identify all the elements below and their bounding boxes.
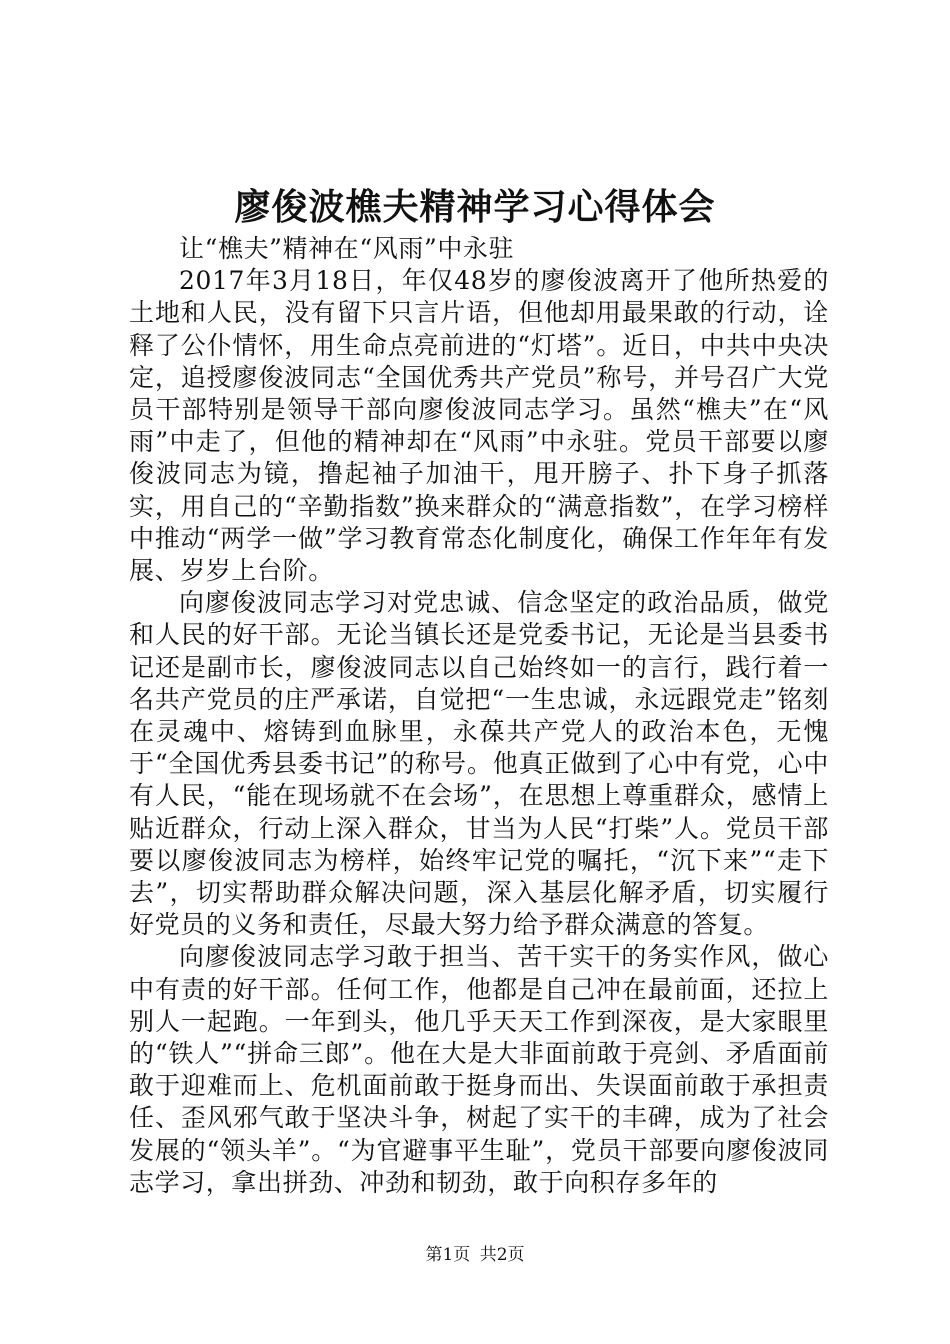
page-total: 共2页 [479, 1245, 525, 1265]
body-paragraph-2: 向廖俊波同志学习对党忠诚、信念坚定的政治品质，做党和人民的好干部。无论当镇长还是党委书记，无论是当县委书记还是副市长，廖俊波同志以自己始终如一的言行，践行着一名共产党员的庄严承诺，自觉把“一生忠诚，永远跟党走”铭刻在灵魂中、熔铸到血脉里，永葆共产党人的政治本色，无愧于“全国优秀县委书记”的称号。他真正做到了心中有党，心中有人民，“能在现场就不在会场”，在思想上尊重群众，感情上贴近群众，行动上深入群众，甘当为人民“打柴”人。党员干部要以廖俊波同志为榜样，始终牢记党的嘱托，“沉下来”“走下去”，切实帮助群众解决问题，深入基层化解矛盾，切实履行好党员的义务和责任，尽最大努力给予群众满意的答复。 [129, 588, 829, 940]
body-paragraph-1: 2017年3月18日，年仅48岁的廖俊波离开了他所热爱的土地和人民，没有留下只言片语，但他却用最果敢的行动，诠释了公仆情怀，用生命点亮前进的“灯塔”。近日，中共中央决定，追授廖俊波同志“全国优秀共产党员”称号，并号召广大党员干部特别是领导干部向廖俊波同志学习。虽然“樵夫”在“风雨”中走了，但他的精神却在“风雨”中永驻。党员干部要以廖俊波同志为镜，撸起袖子加油干，甩开膀子、扑下身子抓落实，用自己的“辛勤指数”换来群众的“满意指数”，在学习榜样中推动“两学一做”学习教育常态化制度化，确保工作年年有发展、岁岁上台阶。 [129, 266, 829, 586]
document-body [129, 233, 829, 1199]
subtitle-paragraph: 让“樵夫”精神在“风雨”中永驻 [179, 234, 515, 263]
body-paragraph-3: 向廖俊波同志学习敢于担当、苦干实干的务实作风，做心中有责的好干部。任何工作，他都是自己冲在最前面，还拉上别人一起跑。一年到头，他几乎天天工作到深夜，是大家眼里的“铁人”“拼命三郎”。他在大是大非面前敢于亮剑、矛盾面前敢于迎难而上、危机面前敢于挺身而出、失误面前敢于承担责任、歪风邪气敢于坚决斗争，树起了实干的丰碑，成为了社会发展的“领头羊”。“为官避事平生耻”，党员干部要向廖俊波同志学习，拿出拼劲、冲劲和韧劲，敢于向积存多年的 [129, 942, 829, 1197]
page-number: 第1页 [425, 1245, 471, 1265]
document-title: 廖俊波樵夫精神学习心得体会 [234, 187, 716, 228]
page-footer [0, 1243, 950, 1267]
